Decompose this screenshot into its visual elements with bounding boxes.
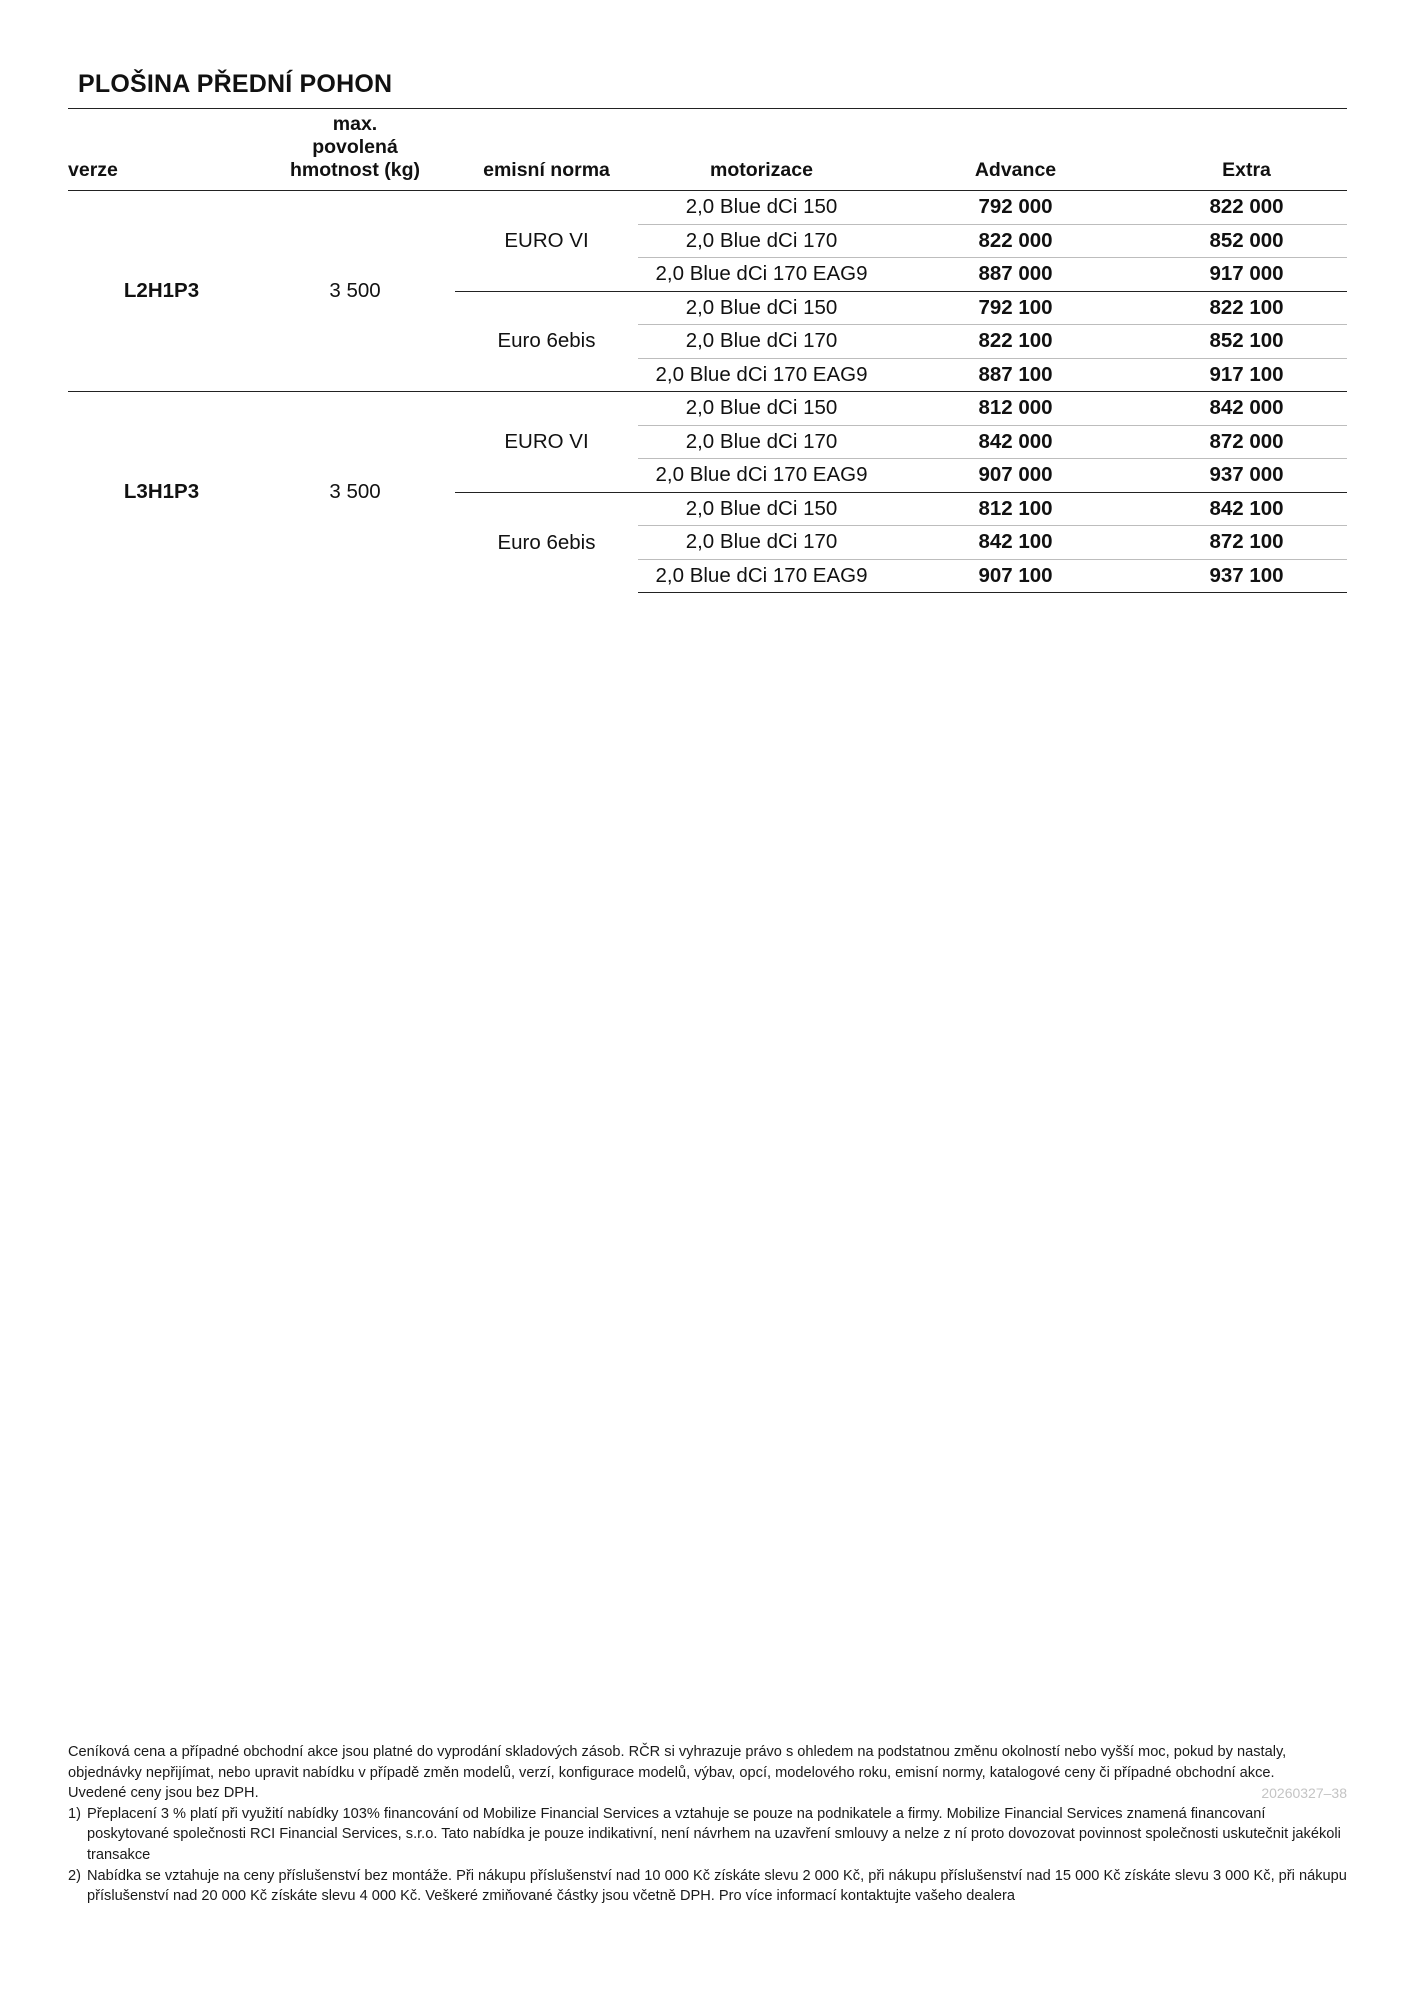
engine-cell: 2,0 Blue dCi 150 xyxy=(638,191,885,225)
price-extra: 852 100 xyxy=(1146,325,1347,359)
price-advance: 887 100 xyxy=(885,358,1146,392)
header-verze: verze xyxy=(68,159,118,181)
footnote-2 xyxy=(68,1866,1347,1907)
engine-cell: 2,0 Blue dCi 150 xyxy=(638,291,885,325)
footnote-text: Nabídka se vztahuje na ceny příslušenství bez montáže. Při nákupu příslušenství nad 10 000 Kč získáte slevu 2 000 Kč, při nákupu příslušenství nad 15 000 Kč získáte slevu 3 000 Kč, při nákupu příslušenství nad 20 000 Kč získáte slevu 4 000 Kč. Veškeré zmiňované částky jsou včetně DPH. Pro více informací kontaktujte vašeho dealera xyxy=(87,1867,1347,1905)
footer-disclaimer: Ceníková cena a případné obchodní akce jsou platné do vyprodání skladových zásob. RČR si vyhrazuje právo s ohledem na podstatnou změnu okolností nebo vyšší moc, pokud by nastaly, objednávky nepřijímat, nebo upravit nabídku v případě změn modelů, verzí, konfigurace modelů, výbav, opcí, modelového roku, emisní normy, katalogové ceny či případné obchodní akce. xyxy=(68,1744,1287,1781)
header-engine: motorizace xyxy=(710,159,813,181)
price-advance: 822 000 xyxy=(885,224,1146,258)
document-code: 20260327–38 xyxy=(1261,1785,1347,1801)
price-extra: 917 100 xyxy=(1146,358,1347,392)
engine-cell: 2,0 Blue dCi 170 xyxy=(638,425,885,459)
price-extra: 852 000 xyxy=(1146,224,1347,258)
emission-norm: EURO VI xyxy=(455,191,638,292)
engine-cell: 2,0 Blue dCi 170 EAG9 xyxy=(638,459,885,493)
price-extra: 842 000 xyxy=(1146,392,1347,426)
price-advance: 822 100 xyxy=(885,325,1146,359)
engine-cell: 2,0 Blue dCi 170 xyxy=(638,224,885,258)
price-advance: 842 000 xyxy=(885,425,1146,459)
price-advance: 887 000 xyxy=(885,258,1146,292)
footnote-text: Přeplacení 3 % platí při využití nabídky 103% financování od Mobilize Financial Services a vztahuje se pouze na podnikatele a firmy. Mobilize Financial Services znamená financovaní poskytované společnosti RCI Financial Services, s.r.o. Tato nabídka je pouze indikativní, není návrhem na uzavření smlouvy a nelze z ní proto dovozovat povinnost společnosti uskutečnit jakékoli transakce xyxy=(87,1805,1341,1863)
engine-cell: 2,0 Blue dCi 170 EAG9 xyxy=(638,559,885,593)
engine-cell: 2,0 Blue dCi 170 xyxy=(638,325,885,359)
footer-vat-note: Uvedené ceny jsou bez DPH. xyxy=(68,1785,259,1802)
max-mass: 3 500 xyxy=(255,392,455,593)
emission-norm: Euro 6ebis xyxy=(455,291,638,392)
header-extra: Extra xyxy=(1222,159,1271,181)
version-name: L2H1P3 xyxy=(68,191,255,392)
price-advance: 812 000 xyxy=(885,392,1146,426)
price-table xyxy=(68,110,1347,593)
engine-cell: 2,0 Blue dCi 170 xyxy=(638,526,885,560)
price-advance: 812 100 xyxy=(885,492,1146,526)
price-extra: 937 000 xyxy=(1146,459,1347,493)
header-mass-line-2: povolená xyxy=(312,136,398,158)
price-extra: 872 000 xyxy=(1146,425,1347,459)
header-mass xyxy=(255,110,455,191)
max-mass: 3 500 xyxy=(255,191,455,392)
emission-norm: Euro 6ebis xyxy=(455,492,638,593)
price-advance: 792 100 xyxy=(885,291,1146,325)
price-extra: 872 100 xyxy=(1146,526,1347,560)
engine-cell: 2,0 Blue dCi 170 EAG9 xyxy=(638,258,885,292)
price-advance: 907 100 xyxy=(885,559,1146,593)
engine-cell: 2,0 Blue dCi 170 EAG9 xyxy=(638,358,885,392)
header-mass-line-1: max. xyxy=(332,113,378,135)
footnote-number: 1) xyxy=(68,1805,81,1822)
footnote-number: 2) xyxy=(68,1867,81,1884)
header-emission: emisní norma xyxy=(483,159,610,181)
engine-cell: 2,0 Blue dCi 150 xyxy=(638,492,885,526)
footer-notes xyxy=(68,1742,1347,1907)
price-advance: 792 000 xyxy=(885,191,1146,225)
price-advance: 842 100 xyxy=(885,526,1146,560)
footnote-1 xyxy=(68,1804,1347,1866)
price-extra: 842 100 xyxy=(1146,492,1347,526)
price-advance: 907 000 xyxy=(885,459,1146,493)
header-mass-line-3: hmotnost (kg) xyxy=(290,159,420,181)
title-divider xyxy=(68,108,1347,109)
emission-norm: EURO VI xyxy=(455,392,638,493)
header-advance: Advance xyxy=(974,159,1057,181)
page-title: PLOŠINA PŘEDNÍ POHON xyxy=(78,70,393,98)
version-name: L3H1P3 xyxy=(68,392,255,593)
engine-cell: 2,0 Blue dCi 150 xyxy=(638,392,885,426)
price-extra: 822 100 xyxy=(1146,291,1347,325)
price-extra: 822 000 xyxy=(1146,191,1347,225)
table-header-row xyxy=(68,110,1347,191)
table-row xyxy=(68,191,1347,225)
price-extra: 937 100 xyxy=(1146,559,1347,593)
price-extra: 917 000 xyxy=(1146,258,1347,292)
table-row xyxy=(68,392,1347,426)
